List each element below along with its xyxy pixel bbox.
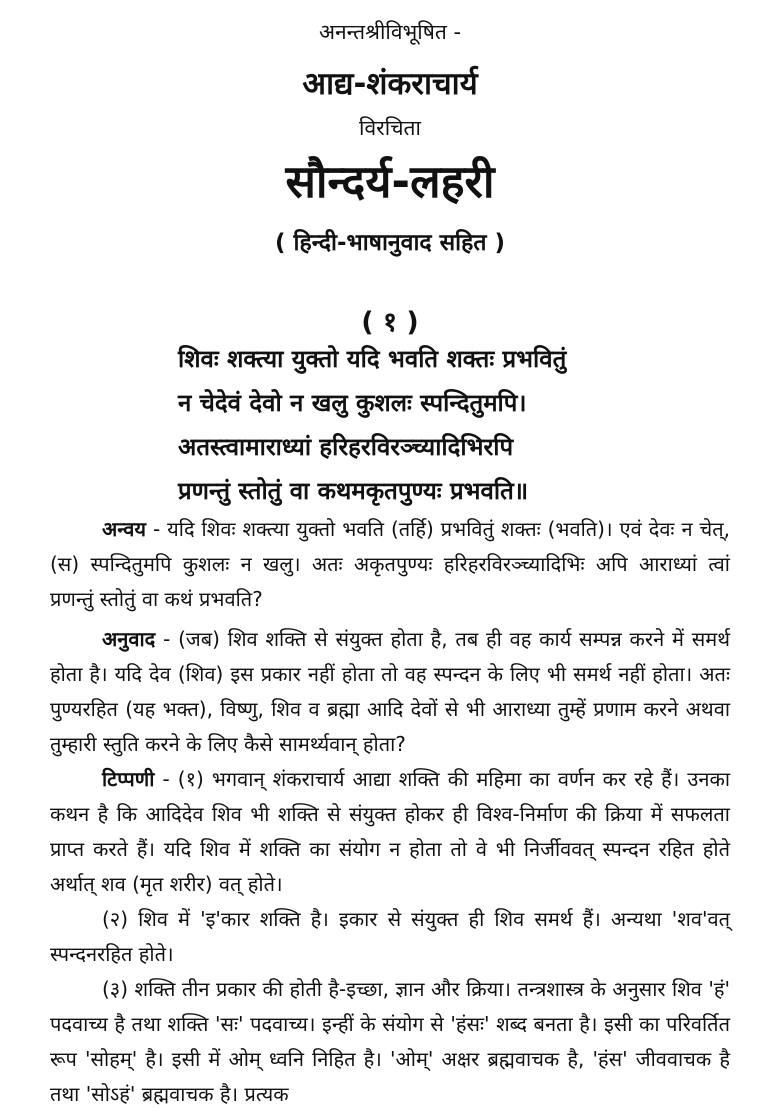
epithet-line: अनन्तश्रीविभूषित - [318, 20, 462, 44]
tippani-paragraph [50, 762, 730, 902]
anvay-text: - यदि शिवः शक्त्या युक्तो भवति (तर्हि) प्रभवितुं शक्तः (भवति)। एवं देवः न चेत्, (स) स्पन्दितुमपि कुशलः न खलु। अतः अकृतपुण्यः हरिहरविरञ्च्यादिभिः अपि आराध्यां त्वां प्रणन्तुं स्तोतुं वा कथं प्रभवति? [50, 517, 730, 611]
verse-line: अतस्त्वामाराध्यां हरिहरविरञ्च्यादिभिरपि [178, 433, 514, 461]
verse-line: न चेदेवं देवो न खलु कुशलः स्पन्दितुमपि। [178, 389, 527, 417]
verse-line: शिवः शक्त्या युक्तो यदि भवति शक्तः प्रभवितुं [178, 345, 567, 373]
page-title: सौन्दर्य-लहरी [285, 155, 495, 208]
tippani-text: - (१) भगवान् शंकराचार्य आद्या शक्ति की महिमा का वर्णन कर रहे हैं। उनका कथन है कि आदिदेव शिव भी शक्ति से संयुक्त होकर ही विश्व-निर्माण की क्रिया में सफलता प्राप्त करते हैं। यदि शिव में शक्ति का संयोग न होता तो वे भी निर्जीववत् स्पन्दन रहित होते अर्थात् शव (मृत शरीर) वत् होते। [50, 767, 730, 896]
subtitle: ( हिन्दी-भाषानुवाद सहित ) [275, 230, 505, 256]
composed-by: विरचिता [359, 116, 421, 140]
author-name: आद्य-शंकराचार्य [302, 66, 478, 102]
anuvad-text: - (जब) शिव शक्ति से संयुक्त होता है, तब ही वह कार्य सम्पन्न करने में समर्थ होता है। यदि देव (शिव) इस प्रकार नहीं होता तो वह स्पन्दन के लिए भी समर्थ नहीं होता। अतः पुण्यरहित (यह भक्त), विष्णु, शिव व ब्रह्मा आदि देवों से भी आराध्या तुम्हें प्रणाम करने अथवा तुम्हारी स्तुति करने के लिए कैसे सामर्थ्यवान् होता? [50, 627, 730, 756]
anvay-paragraph [50, 512, 730, 617]
anuvad-label: अनुवाद [102, 627, 156, 651]
verse-line: प्रणन्तुं स्तोतुं वा कथमकृतपुण्यः प्रभवति॥ [178, 477, 529, 505]
anvay-label: अन्वय [102, 517, 146, 541]
verse-number: ( १ ) [361, 307, 419, 338]
anuvad-paragraph [50, 622, 730, 762]
note-3-paragraph: (३) शक्ति तीन प्रकार की होती है-इच्छा, ज्ञान और क्रिया। तन्त्रशास्त्र के अनुसार शिव 'हं' पदवाच्य है तथा शक्ति 'सः' पदवाच्य। इन्हीं के संयोग से 'हंसः' शब्द बनता है। इसी का परिवर्तित रूप 'सोहम्' है। इसी में ओम् ध्वनि निहित है। 'ओम्' अक्षर ब्रह्मवाचक है, 'हंस' जीववाचक है तथा 'सोऽहं' ब्रह्मवाचक है। प्रत्यक [50, 977, 730, 1106]
tippani-label: टिप्पणी [102, 767, 155, 791]
note-2-paragraph: (२) शिव में 'इ'कार शक्ति है। इकार से संयुक्त ही शिव समर्थ हैं। अन्यथा 'शव'वत् स्पन्दनरहित होते। [50, 907, 730, 966]
